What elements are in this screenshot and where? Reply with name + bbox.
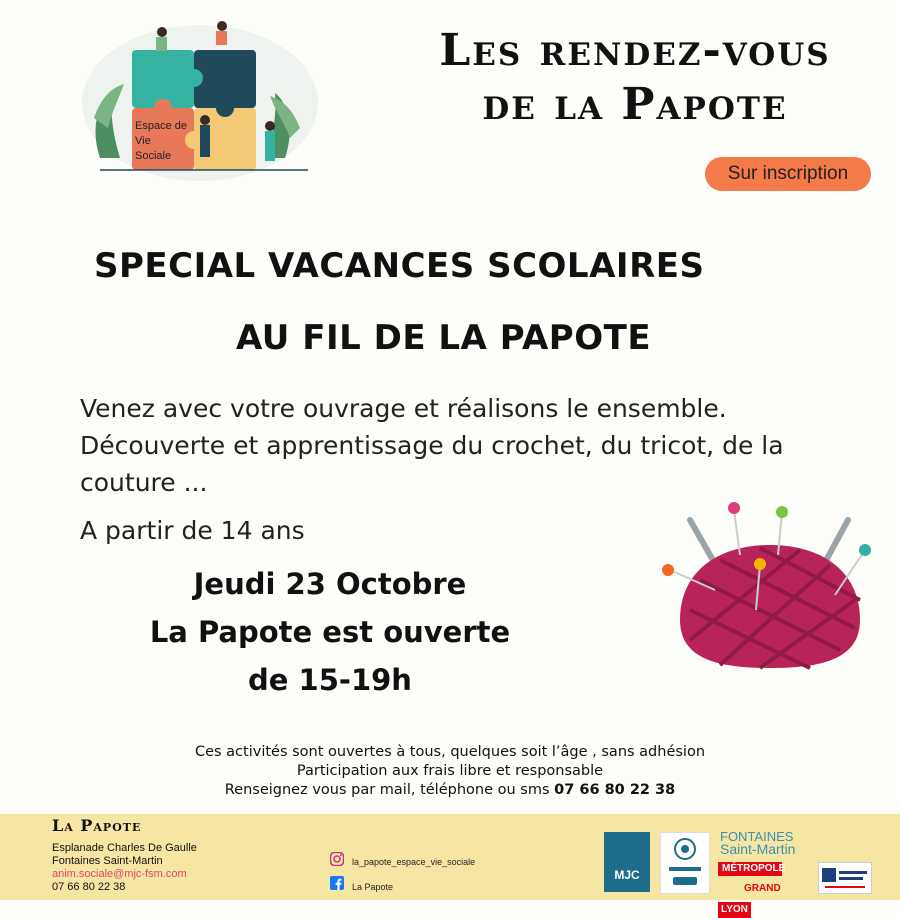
event-date: Jeudi 23 Octobre xyxy=(193,567,467,601)
instagram-handle[interactable]: la_papote_espace_vie_sociale xyxy=(352,857,476,867)
facebook-icon[interactable] xyxy=(330,876,344,890)
page-title-line2: de la Papote xyxy=(482,79,788,130)
info-note-fees: Participation aux frais libre et responsable xyxy=(296,763,604,779)
health-partner-logo xyxy=(818,862,872,894)
espace-vie-sociale-logo xyxy=(80,8,320,184)
fsm-line1: FONTAINES xyxy=(720,829,794,844)
event-hours: de 15-19h xyxy=(248,663,412,697)
instagram-icon[interactable] xyxy=(330,852,344,866)
age-requirement: A partir de 14 ans xyxy=(80,516,305,545)
metro-line2: GRAND xyxy=(744,883,781,894)
event-description: Venez avec votre ouvrage et réalisons le ensemble. Découverte et apprentissage du crochet, du tricot, de la couture ... xyxy=(80,394,784,497)
registration-badge: Sur inscription xyxy=(705,157,871,191)
footer-address-city: Fontaines Saint-Martin xyxy=(52,855,163,867)
info-note-contact xyxy=(150,781,750,800)
metro-line1: MÉTROPOLE xyxy=(718,862,782,876)
metropole-grand-lyon-logo xyxy=(718,862,808,915)
page-title-line1: Les rendez-vous xyxy=(439,25,831,76)
footer-email[interactable]: anim.sociale@mjc-fsm.com xyxy=(52,868,187,880)
facebook-page[interactable]: La Papote xyxy=(352,882,394,892)
contact-text: Renseignez vous par mail, téléphone ou sms xyxy=(224,782,550,798)
footer-name: La Papote xyxy=(52,816,142,835)
event-subheading: AU FIL DE LA PAPOTE xyxy=(236,318,652,358)
pin-cushion-illustration xyxy=(660,500,880,680)
logo-label: Espace de Vie Sociale xyxy=(135,120,187,162)
footer-phone[interactable]: 07 66 80 22 38 xyxy=(52,881,126,893)
fontaines-saint-martin-logo xyxy=(720,830,795,856)
mjc-logo-text: MJC xyxy=(614,868,640,882)
footer-address-street: Esplanade Charles De Gaulle xyxy=(52,842,197,854)
fsm-line2: Saint-Martin xyxy=(720,841,796,857)
metro-line3: LYON xyxy=(718,902,751,918)
info-note-open: Ces activités sont ouvertes à tous, quelques soit l’âge , sans adhésion xyxy=(194,744,706,760)
event-opening: La Papote est ouverte xyxy=(149,615,511,649)
mjc-logo xyxy=(604,832,650,892)
contact-phone[interactable]: 07 66 80 22 38 xyxy=(554,782,676,798)
caf-logo xyxy=(660,832,710,894)
event-heading: SPECIAL VACANCES SCOLAIRES xyxy=(94,246,705,286)
